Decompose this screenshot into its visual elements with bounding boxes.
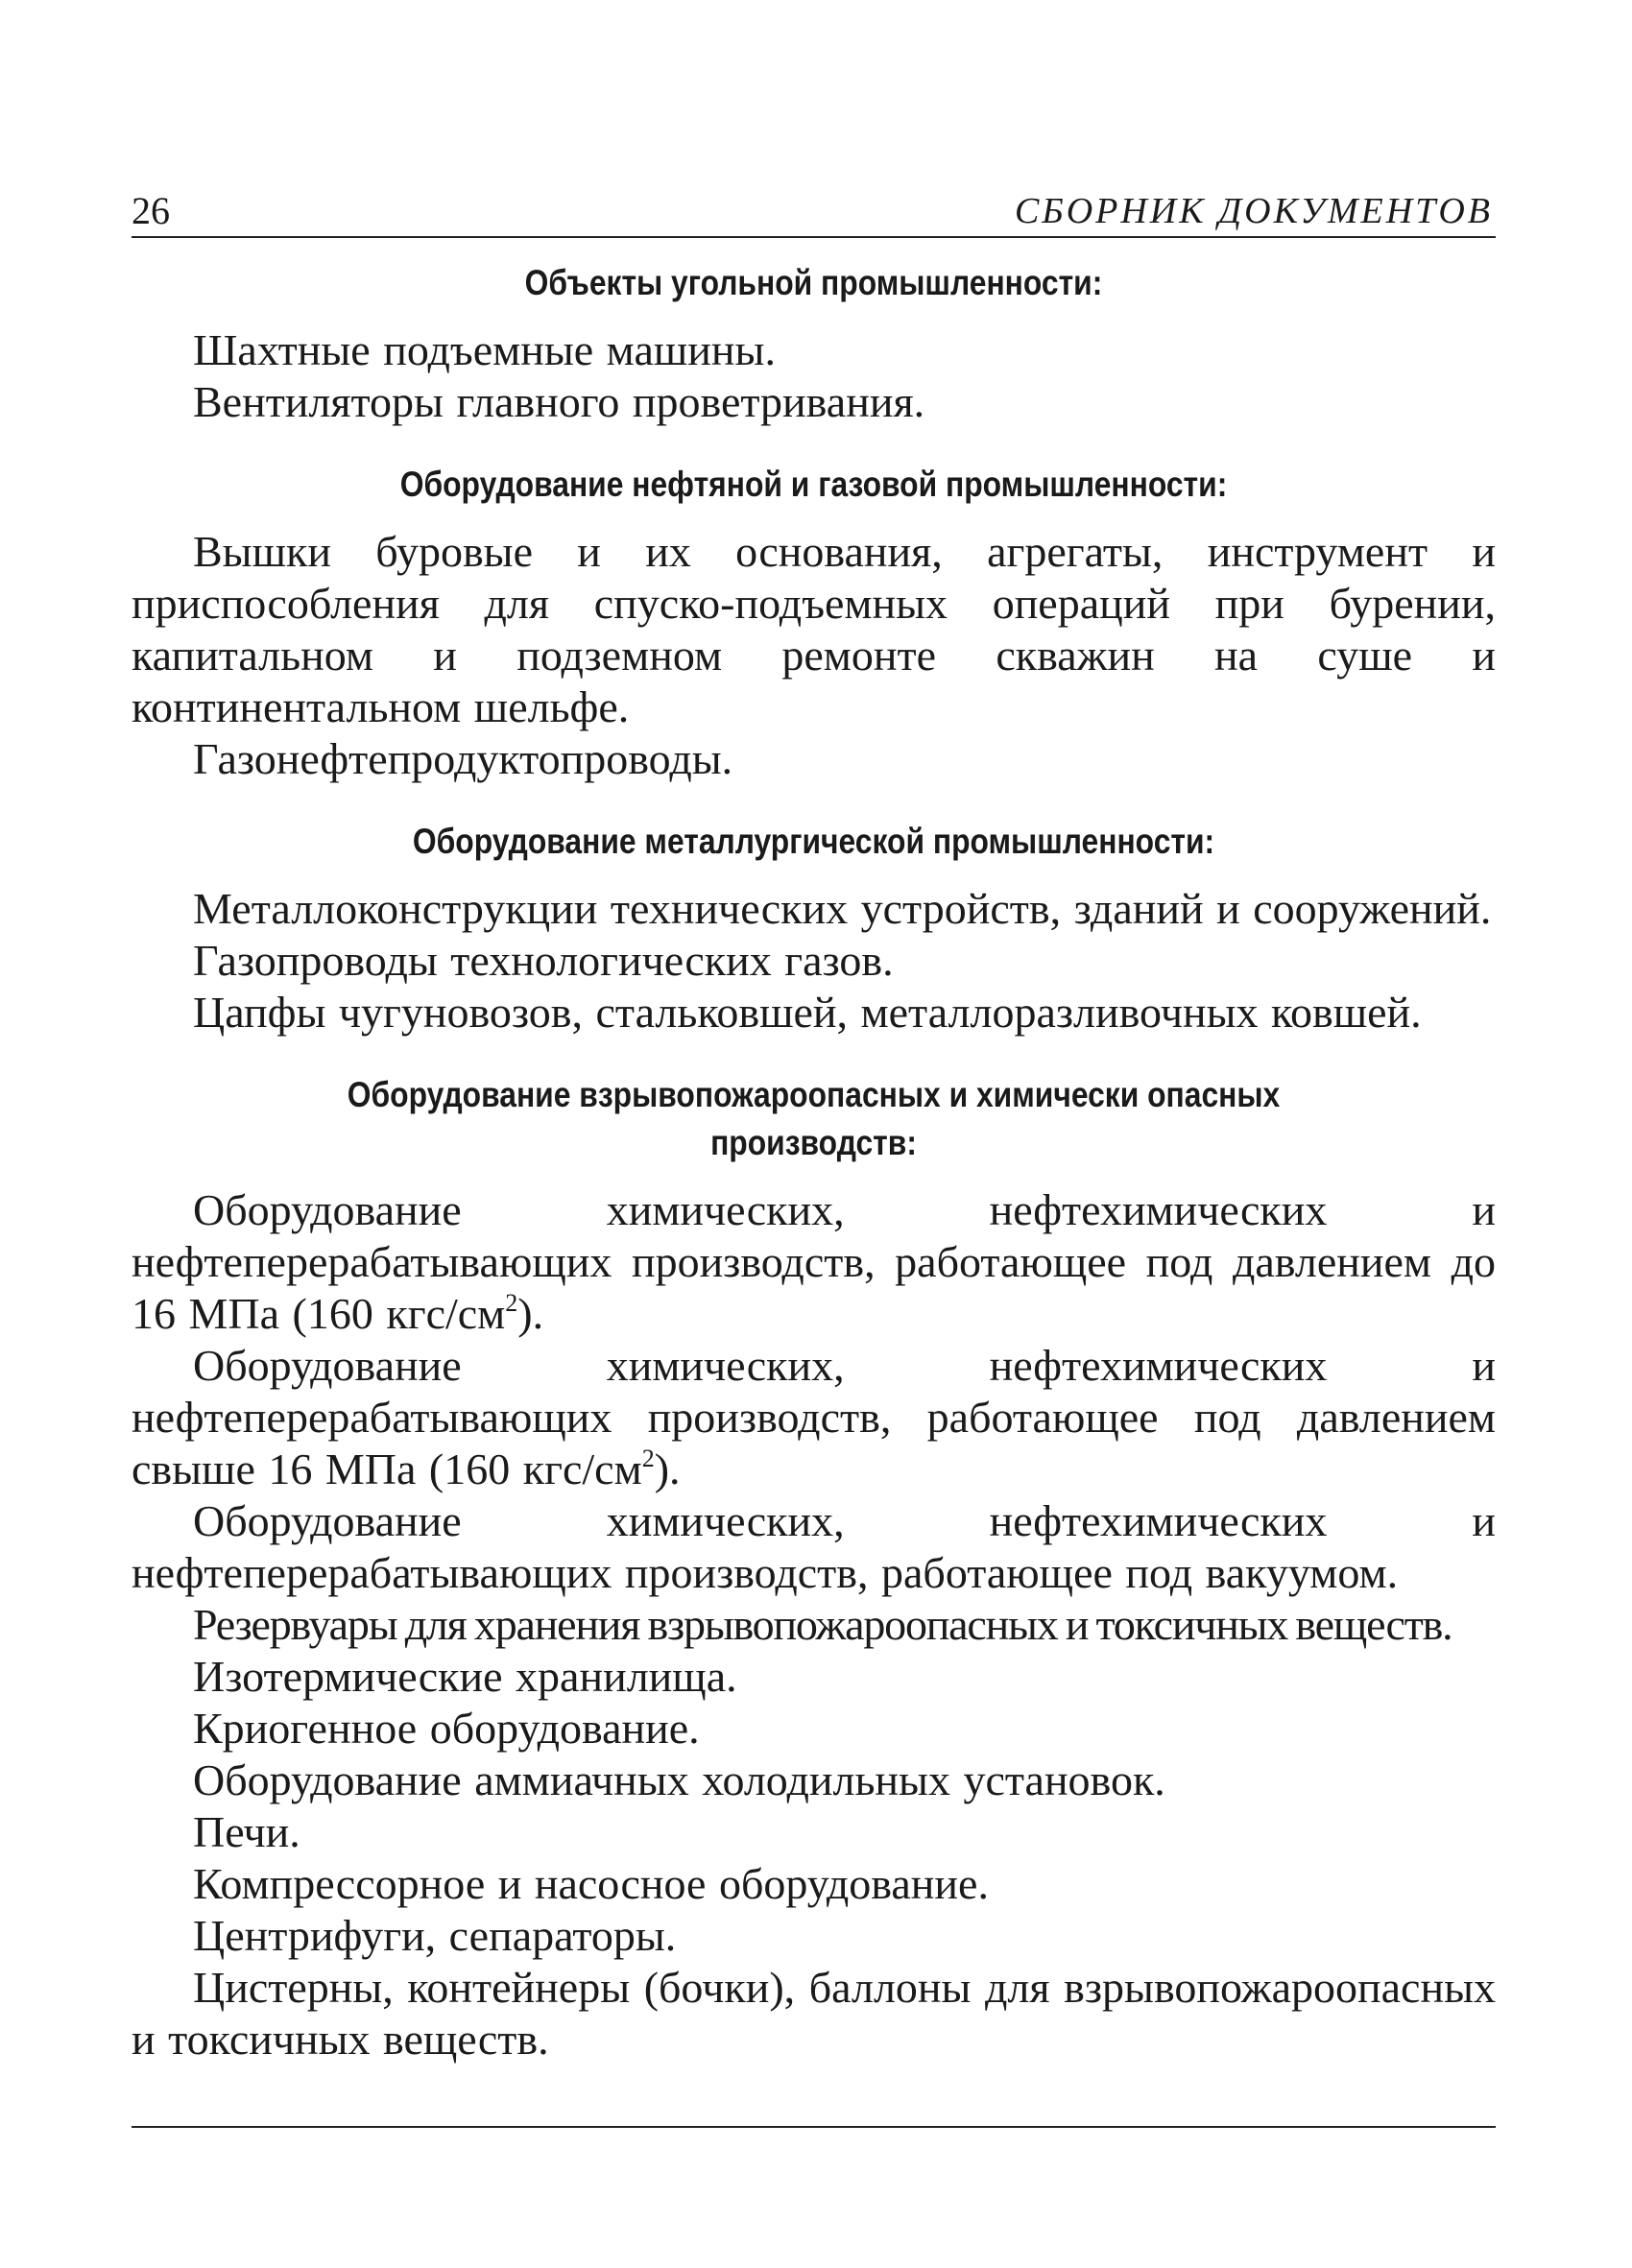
section-heading: Объекты угольной промышленности: (524, 263, 1103, 302)
page-body (132, 259, 1496, 2065)
paragraph (132, 1340, 1496, 1495)
paragraph: Вентиляторы главного проветривания. (193, 377, 925, 426)
paragraph: Вышки буровые и их основания, агрегаты, инструмент и приспособления для спуско-подъемных операций при бурении, капитальном и подземном ремонте скважин на суше и континентальном шельфе. (132, 527, 1496, 731)
paragraph-text: Оборудование химических, нефтехимических и нефтеперерабатывающих производств, работающее под давлением свыше 16 МПа (160 кгс/см (132, 1341, 1496, 1493)
page-number: 26 (132, 189, 170, 232)
paragraph: Центрифуги, сепараторы. (193, 1911, 677, 1960)
section-heading-line-2: производств: (710, 1123, 917, 1162)
paragraph: Резервуары для хранения взрывопожароопасных и токсичных веществ. (193, 1600, 1452, 1649)
paragraph-text-end: ). (517, 1289, 544, 1338)
section-oil-gas (132, 461, 1496, 785)
superscript: 2 (505, 1289, 518, 1317)
paragraph-text-end: ). (654, 1444, 681, 1493)
paragraph: Оборудование аммиачных холодильных установок. (193, 1755, 1165, 1804)
section-metallurgy (132, 818, 1496, 1039)
page-header (132, 188, 1495, 238)
superscript: 2 (641, 1444, 655, 1472)
footer-divider (132, 2126, 1496, 2128)
paragraph: Цистерны, контейнеры (бочки), баллоны для взрывопожароопасных и токсичных веществ. (132, 1963, 1496, 2064)
section-coal (132, 259, 1496, 428)
header-divider (132, 236, 1496, 238)
paragraph: Газопроводы технологических газов. (193, 936, 894, 985)
paragraph: Печи. (193, 1807, 300, 1856)
paragraph: Цапфы чугуновозов, стальковшей, металлоразливочных ковшей. (193, 988, 1422, 1037)
paragraph: Оборудование химических, нефтехимических и нефтеперерабатывающих производств, работающее под вакуумом. (132, 1496, 1496, 1597)
paragraph: Криогенное оборудование. (193, 1704, 700, 1753)
section-heading: Оборудование металлургической промышленности: (412, 822, 1215, 861)
paragraph: Компрессорное и насосное оборудование. (193, 1859, 989, 1908)
paragraph: Газонефтепродуктопроводы. (193, 734, 733, 783)
paragraph-text: Оборудование химических, нефтехимических и нефтеперерабатывающих производств, работающее под давлением до 16 МПа (160 кгс/см (132, 1185, 1496, 1338)
paragraph: Шахтные подъемные машины. (193, 325, 776, 374)
section-explosive-chemical (132, 1071, 1496, 2065)
paragraph: Металлоконструкции технических устройств, зданий и сооружений. (193, 884, 1492, 933)
paragraph: Изотермические хранилища. (193, 1652, 737, 1701)
section-heading-line-1: Оборудование взрывопожароопасных и химически опасных (347, 1075, 1281, 1114)
paragraph (132, 1184, 1496, 1340)
running-title: СБОРНИК ДОКУМЕНТОВ (1014, 191, 1493, 231)
section-heading: Оборудование нефтяной и газовой промышленности: (399, 465, 1228, 504)
